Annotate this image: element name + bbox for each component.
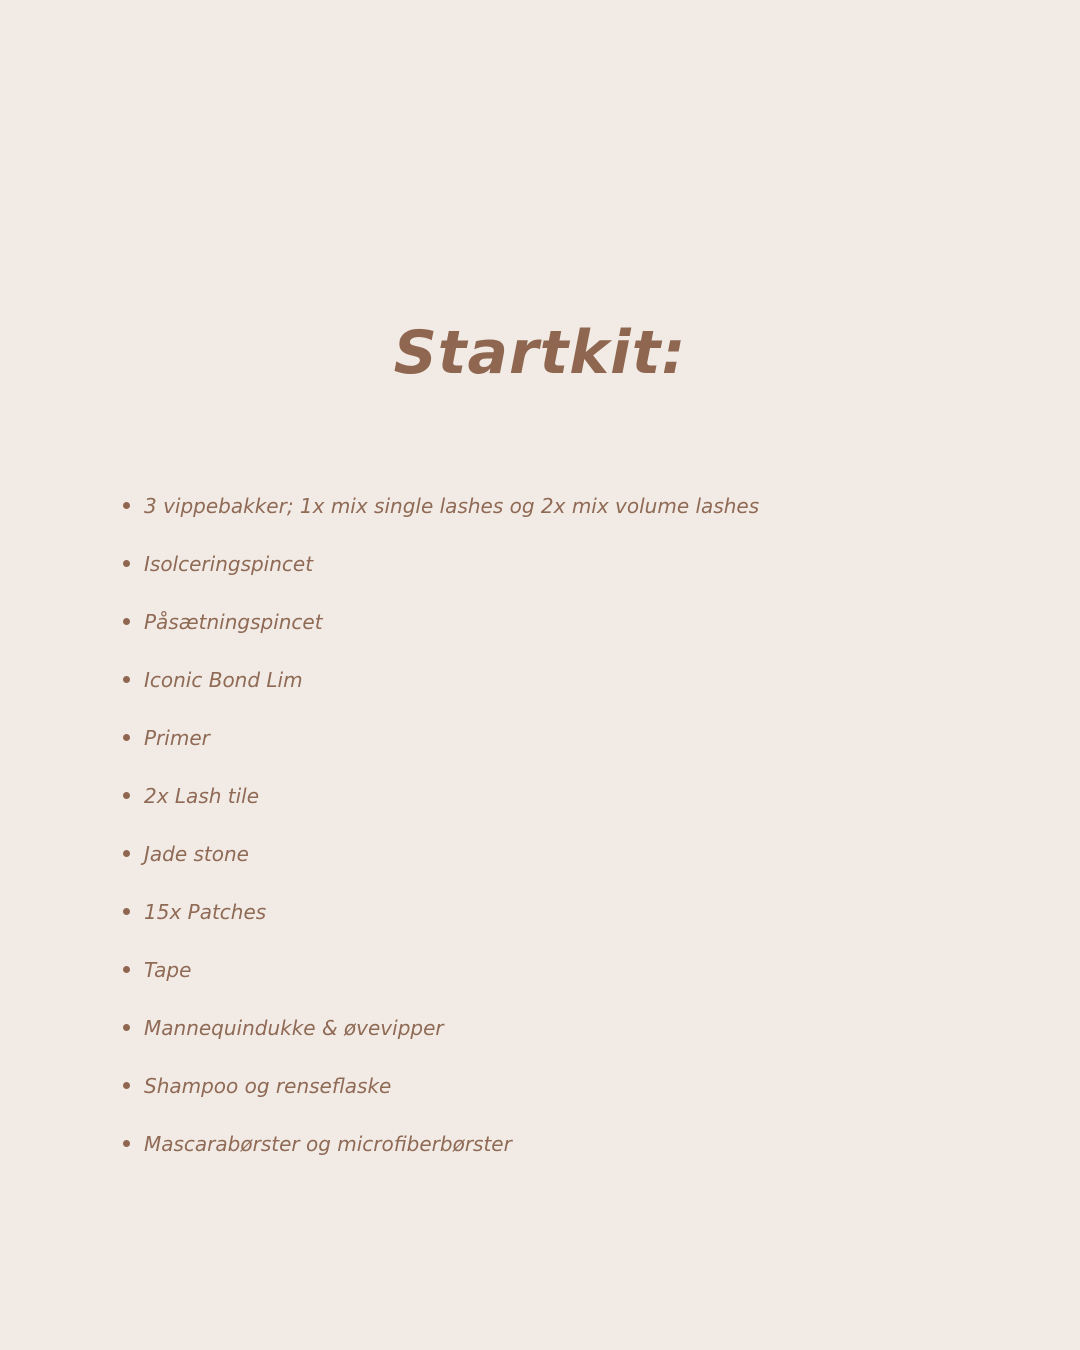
list-item-label: Påsætningspincet — [144, 610, 323, 634]
bullet-dot-icon — [123, 1140, 130, 1147]
bullet-dot-icon — [123, 1082, 130, 1089]
bullet-dot-icon — [123, 792, 130, 799]
list-item — [120, 547, 759, 605]
startkit-list — [120, 489, 759, 1185]
list-item-label: Iconic Bond Lim — [144, 668, 303, 692]
list-item — [120, 1127, 759, 1185]
list-item — [120, 1069, 759, 1127]
list-item — [120, 663, 759, 721]
list-item-label: Isolceringspincet — [144, 552, 314, 576]
list-item-label: Mascarabørster og microfiberbørster — [144, 1132, 512, 1156]
bullet-dot-icon — [123, 1024, 130, 1031]
list-item-label: 3 vippebakker; 1x mix single lashes og 2x mix volume lashes — [144, 494, 760, 518]
page-title: Startkit: — [393, 318, 687, 388]
bullet-dot-icon — [123, 908, 130, 915]
list-item — [120, 721, 759, 779]
bullet-dot-icon — [123, 734, 130, 741]
list-item-label: Tape — [144, 958, 192, 982]
bullet-dot-icon — [123, 560, 130, 567]
list-item — [120, 895, 759, 953]
list-item-label: Shampoo og renseflaske — [144, 1074, 392, 1098]
list-item — [120, 953, 759, 1011]
bullet-dot-icon — [123, 618, 130, 625]
bullet-dot-icon — [123, 676, 130, 683]
list-item — [120, 605, 759, 663]
list-item-label: Mannequindukke & øvevipper — [144, 1016, 444, 1040]
list-item-label: Jade stone — [144, 842, 249, 866]
list-item-label: 2x Lash tile — [144, 784, 260, 808]
bullet-dot-icon — [123, 850, 130, 857]
list-item — [120, 489, 759, 547]
list-item-label: 15x Patches — [144, 900, 267, 924]
list-item-label: Primer — [144, 726, 210, 750]
list-item — [120, 837, 759, 895]
list-item — [120, 779, 759, 837]
bullet-dot-icon — [123, 502, 130, 509]
list-item — [120, 1011, 759, 1069]
bullet-dot-icon — [123, 966, 130, 973]
